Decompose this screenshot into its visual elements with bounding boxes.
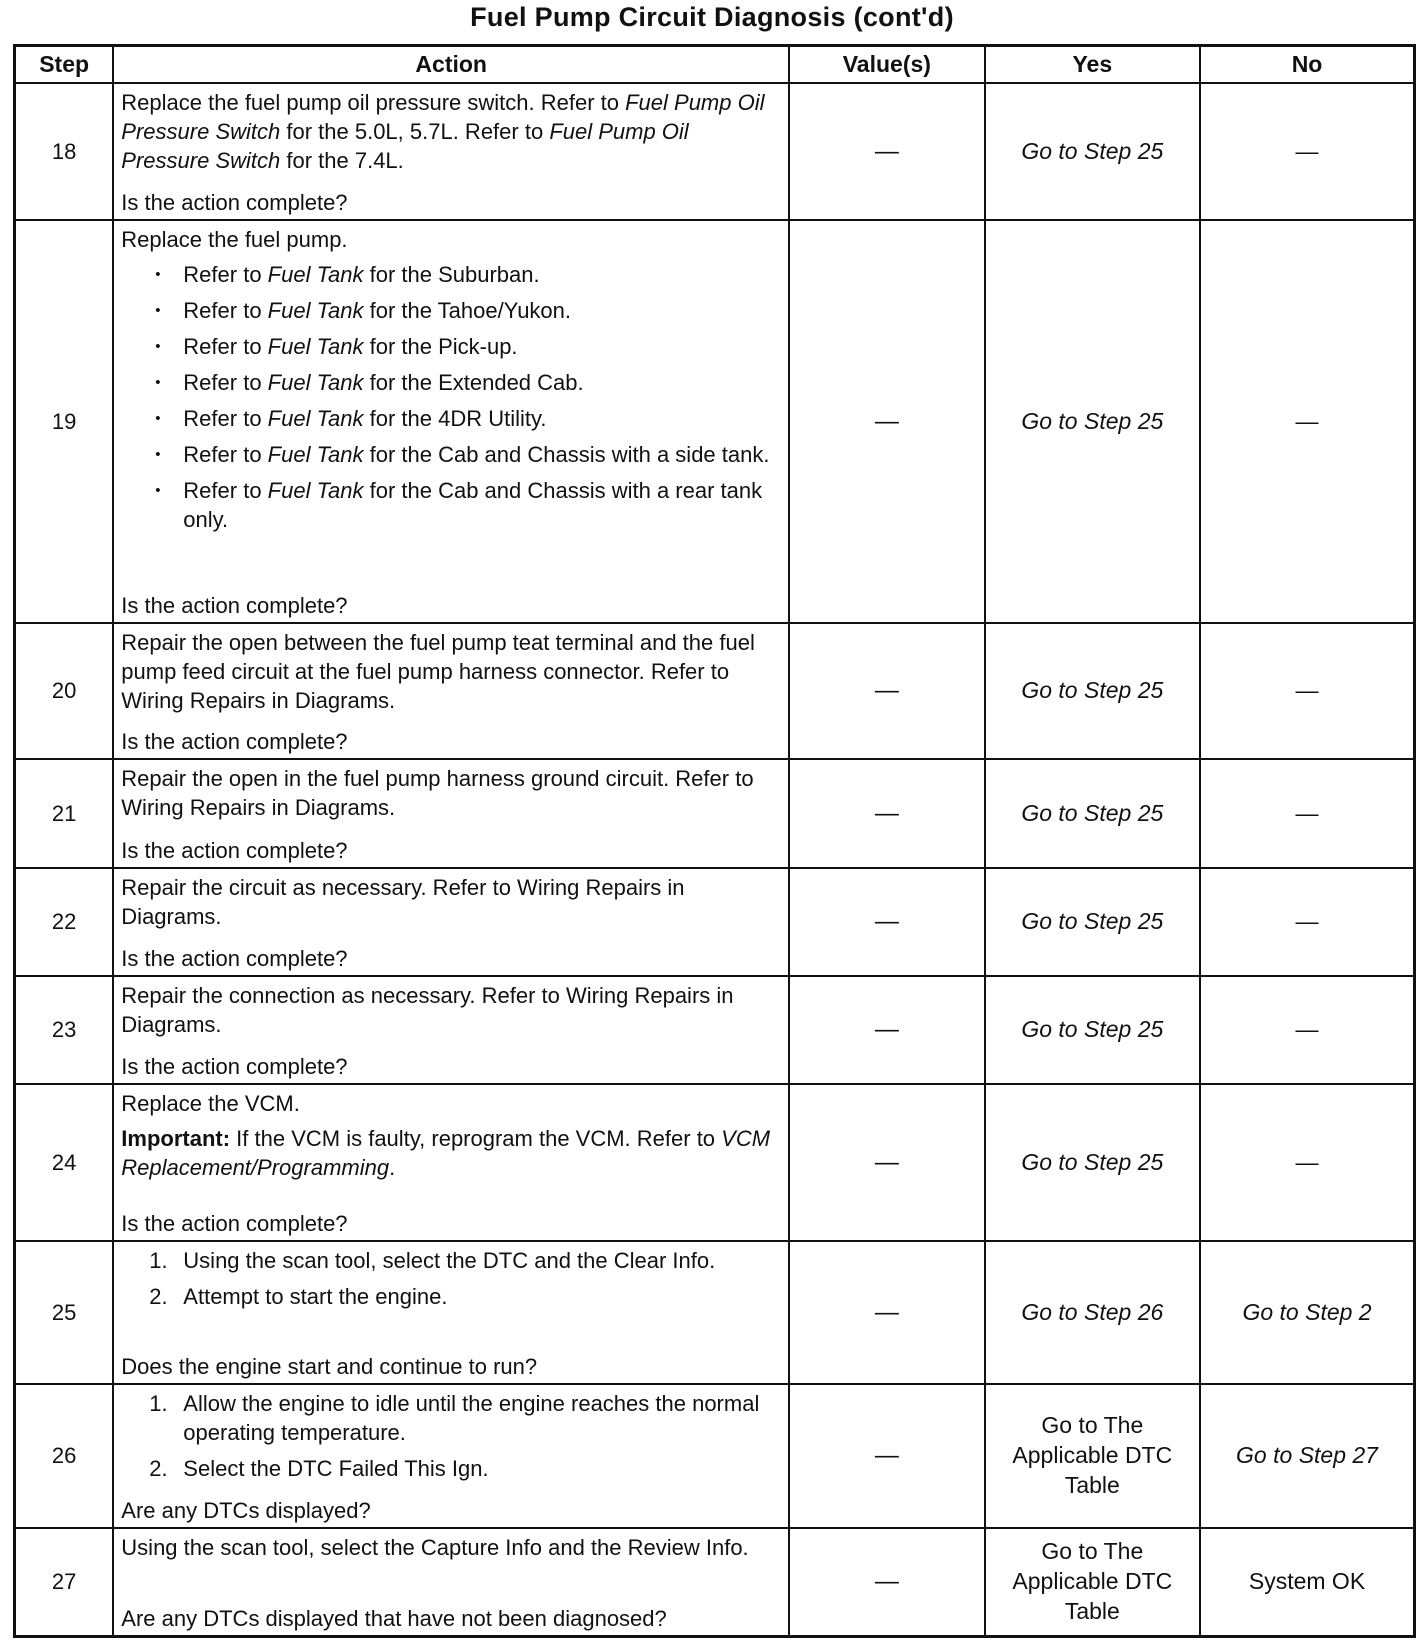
table-row [15, 623, 1415, 759]
reference-link: Fuel Tank [267, 262, 364, 288]
value-cell: — [789, 976, 984, 1084]
header-values: Value(s) [789, 46, 984, 84]
list-item: • Refer to Fuel Tank for the Cab and Chassis with a side tank. [121, 440, 782, 469]
yes-cell: Go to Step 25 [985, 976, 1200, 1084]
list-item: • Refer to Fuel Tank for the Extended Cab. [121, 368, 782, 397]
action-intro: Replace the VCM. [121, 1091, 300, 1117]
table-row [15, 1528, 1415, 1636]
reference-link: Fuel Tank [267, 298, 364, 324]
list-item: • Refer to Fuel Tank for the Cab and Chassis with a rear tank only. [121, 476, 782, 534]
reference-link: VCM Replacement/Programming [121, 1126, 771, 1181]
header-row [15, 46, 1415, 84]
value-cell: — [789, 759, 984, 868]
bullet-list [121, 260, 782, 534]
no-cell: — [1200, 1084, 1414, 1241]
action-question: Are any DTCs displayed? [121, 1498, 371, 1524]
no-cell: — [1200, 868, 1414, 976]
value-cell: — [789, 83, 984, 220]
reference-link: Fuel Tank [267, 334, 364, 360]
action-cell [113, 623, 789, 759]
no-cell: — [1200, 976, 1414, 1084]
no-cell: System OK [1200, 1528, 1414, 1636]
yes-cell: Go to Step 25 [985, 220, 1200, 623]
action-text: Replace the fuel pump oil pressure switch. Refer to Fuel Pump Oil Pressure Switch for the 5.0L, 5.7L. Refer to Fuel Pump Oil Pressure Switch for the 7.4L. [121, 90, 765, 173]
action-cell [113, 1528, 789, 1636]
reference-link: Fuel Tank [267, 406, 364, 432]
action-cell [113, 1084, 789, 1241]
header-step: Step [15, 46, 114, 84]
step-number: 24 [15, 1084, 114, 1241]
yes-cell: Go to Step 25 [985, 623, 1200, 759]
no-cell: — [1200, 83, 1414, 220]
header-action: Action [113, 46, 789, 84]
no-cell: Go to Step 2 [1200, 1241, 1414, 1384]
list-item: • Refer to Fuel Tank for the 4DR Utility. [121, 404, 782, 433]
action-cell [113, 976, 789, 1084]
action-text: Repair the connection as necessary. Refer to Wiring Repairs in Diagrams. [121, 983, 734, 1038]
value-cell: — [789, 220, 984, 623]
action-question: Is the action complete? [121, 190, 348, 216]
header-no: No [1200, 46, 1414, 84]
list-item: • Refer to Fuel Tank for the Suburban. [121, 260, 782, 289]
yes-cell: Go to Step 25 [985, 759, 1200, 868]
reference-link: Fuel Tank [267, 478, 364, 504]
yes-cell: Go to The Applicable DTC Table [985, 1528, 1200, 1636]
step-number: 26 [15, 1384, 114, 1529]
yes-cell: Go to Step 25 [985, 868, 1200, 976]
step-number: 20 [15, 623, 114, 759]
action-question: Is the action complete? [121, 1211, 348, 1237]
value-cell: — [789, 1241, 984, 1384]
action-question: Is the action complete? [121, 1054, 348, 1080]
action-cell [113, 1384, 789, 1529]
yes-cell: Go to Step 25 [985, 1084, 1200, 1241]
action-question: Does the engine start and continue to run? [121, 1353, 538, 1379]
important-label: Important: [121, 1126, 231, 1152]
step-number: 22 [15, 868, 114, 976]
reference-link: Fuel Tank [267, 370, 364, 396]
table-row [15, 1384, 1415, 1529]
action-question: Is the action complete? [121, 946, 348, 972]
list-item: 1. Using the scan tool, select the DTC and the Clear Info. [149, 1248, 716, 1274]
action-text: Repair the open in the fuel pump harness ground circuit. Refer to Wiring Repairs in Diagrams. [121, 766, 754, 821]
value-cell: — [789, 1084, 984, 1241]
table-row [15, 1241, 1415, 1384]
reference-link: Fuel Pump Oil Pressure Switch [121, 119, 689, 173]
step-number: 27 [15, 1528, 114, 1636]
yes-cell: Go to Step 26 [985, 1241, 1200, 1384]
step-number: 19 [15, 220, 114, 623]
important-note: Important: If the VCM is faulty, reprogram the VCM. Refer to VCM Replacement/Programming. [121, 1126, 771, 1181]
action-question: Is the action complete? [121, 838, 348, 864]
diagnosis-table [13, 44, 1416, 1638]
page-title: Fuel Pump Circuit Diagnosis (cont'd) [470, 2, 954, 32]
yes-cell: Go to The Applicable DTC Table [985, 1384, 1200, 1529]
no-cell: Go to Step 27 [1200, 1384, 1414, 1529]
list-item: • Refer to Fuel Tank for the Pick-up. [121, 332, 782, 361]
reference-link: Fuel Pump Oil Pressure Switch [121, 90, 765, 144]
table-row [15, 868, 1415, 976]
list-item: • Refer to Fuel Tank for the Tahoe/Yukon. [121, 296, 782, 325]
action-cell [113, 1241, 789, 1384]
step-number: 23 [15, 976, 114, 1084]
action-question: Is the action complete? [121, 592, 348, 618]
reference-link: Fuel Tank [267, 442, 364, 468]
action-cell [113, 220, 789, 623]
action-cell [113, 759, 789, 868]
action-text: Repair the open between the fuel pump teat terminal and the fuel pump feed circuit at the fuel pump harness connector. Refer to Wiring Repairs in Diagrams. [121, 629, 755, 713]
table-row [15, 1084, 1415, 1241]
action-intro: Replace the fuel pump. [121, 227, 348, 253]
value-cell: — [789, 1384, 984, 1529]
numbered-list [121, 1389, 782, 1490]
numbered-list [121, 1246, 782, 1318]
no-cell: — [1200, 623, 1414, 759]
no-cell: — [1200, 759, 1414, 868]
step-number: 25 [15, 1241, 114, 1384]
table-row [15, 759, 1415, 868]
no-cell: — [1200, 220, 1414, 623]
action-cell [113, 83, 789, 220]
header-yes: Yes [985, 46, 1200, 84]
list-item: 2. Attempt to start the engine. [149, 1284, 448, 1310]
table-row [15, 220, 1415, 623]
list-item: 2. Select the DTC Failed This Ign. [149, 1455, 489, 1481]
value-cell: — [789, 623, 984, 759]
action-question: Is the action complete? [121, 729, 348, 755]
action-question: Are any DTCs displayed that have not been diagnosed? [121, 1606, 667, 1631]
table-row [15, 976, 1415, 1084]
action-text: Repair the circuit as necessary. Refer to Wiring Repairs in Diagrams. [121, 875, 685, 930]
step-number: 18 [15, 83, 114, 220]
table-row [15, 83, 1415, 220]
list-item: 1. Allow the engine to idle until the engine reaches the normal operating temperature. [149, 1390, 760, 1445]
action-text: Using the scan tool, select the Capture Info and the Review Info. [121, 1535, 749, 1561]
value-cell: — [789, 868, 984, 976]
action-cell [113, 868, 789, 976]
yes-cell: Go to Step 25 [985, 83, 1200, 220]
step-number: 21 [15, 759, 114, 868]
value-cell: — [789, 1528, 984, 1636]
